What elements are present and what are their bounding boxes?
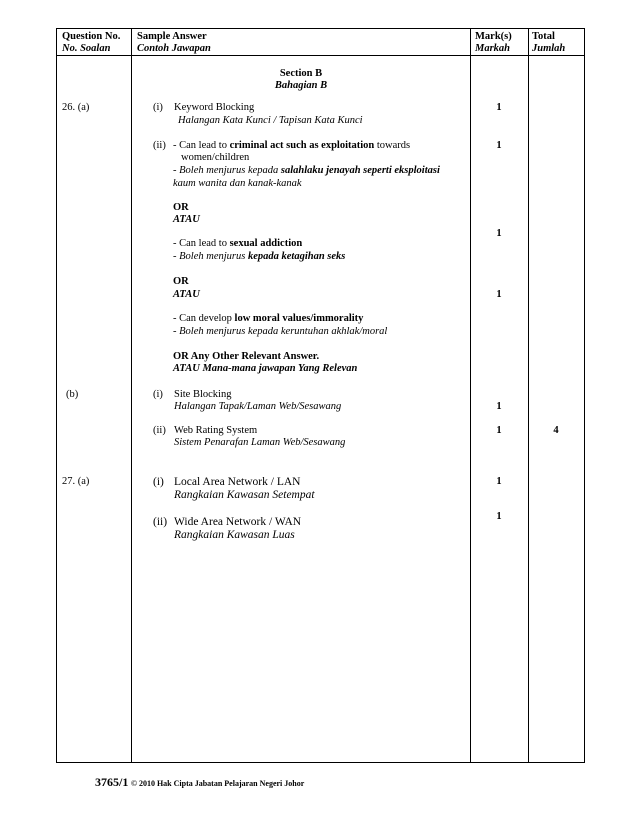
answer-label: (ii) bbox=[153, 425, 166, 436]
answer-text: women/children bbox=[181, 152, 250, 163]
mark-value: 1 bbox=[496, 401, 502, 412]
answer-malay: kaum wanita dan kanak-kanak bbox=[173, 178, 302, 189]
answer-text: Wide Area Network / WAN bbox=[174, 516, 302, 528]
question-number-27a: 27. (a) bbox=[62, 476, 90, 487]
answer-malay: - Boleh menjurus kepada keruntuhan akhlak/moral bbox=[173, 326, 388, 337]
atau-label: ATAU Mana-mana jawapan Yang Relevan bbox=[173, 363, 358, 374]
mark-value: 1 bbox=[496, 102, 502, 113]
answer-malay: Rangkaian Kawasan Luas bbox=[174, 529, 295, 541]
or-label: OR Any Other Relevant Answer. bbox=[173, 351, 320, 362]
copyright: © 2010 Hak Cipta Jabatan Pelajaran Negeri Johor bbox=[130, 779, 305, 788]
atau-label: ATAU bbox=[173, 289, 200, 300]
header-markah: Markah bbox=[475, 43, 511, 54]
mark-value: 1 bbox=[496, 511, 502, 522]
mark-value: 1 bbox=[496, 289, 502, 300]
answer-text: Local Area Network / LAN bbox=[174, 476, 301, 488]
mark-value: 1 bbox=[496, 140, 502, 151]
answer-text: - Can lead to criminal act such as exploitation towards bbox=[173, 140, 411, 151]
mark-value: 1 bbox=[496, 476, 502, 487]
atau-label: ATAU bbox=[173, 214, 200, 225]
or-label: OR bbox=[173, 202, 189, 213]
answer-text: - Can develop low moral values/immorality bbox=[173, 313, 364, 324]
column-divider bbox=[131, 29, 132, 762]
header-marks: Mark(s) bbox=[475, 31, 512, 42]
answer-malay: Sistem Penarafan Laman Web/Sesawang bbox=[174, 437, 346, 448]
answer-label: (i) bbox=[153, 476, 164, 488]
answer-text: - Can lead to sexual addiction bbox=[173, 238, 303, 249]
answer-label: (i) bbox=[153, 102, 163, 113]
section-title: Section B bbox=[279, 68, 323, 79]
question-number-26b: (b) bbox=[66, 389, 79, 400]
answer-malay: Halangan Kata Kunci / Tapisan Kata Kunci bbox=[178, 115, 363, 126]
header-no-soalan: No. Soalan bbox=[62, 43, 111, 54]
header-contoh-jawapan: Contoh Jawapan bbox=[137, 43, 211, 54]
answer-label: (ii) bbox=[153, 516, 168, 528]
answer-text: Keyword Blocking bbox=[174, 102, 255, 113]
or-label: OR bbox=[173, 276, 189, 287]
header-total: Total bbox=[532, 31, 555, 42]
answer-text: Site Blocking bbox=[174, 389, 232, 400]
answer-malay: Rangkaian Kawasan Setempat bbox=[174, 489, 315, 501]
column-divider bbox=[528, 29, 529, 762]
answer-label: (ii) bbox=[153, 140, 166, 151]
column-divider bbox=[470, 29, 471, 762]
answer-text: Web Rating System bbox=[174, 425, 258, 436]
header-divider bbox=[57, 55, 584, 56]
mark-value: 1 bbox=[496, 228, 502, 239]
answer-malay: Halangan Tapak/Laman Web/Sesawang bbox=[174, 401, 342, 412]
footer bbox=[95, 776, 304, 790]
header-jumlah: Jumlah bbox=[532, 43, 566, 54]
header-sample-answer: Sample Answer bbox=[137, 31, 207, 42]
total-value: 4 bbox=[553, 425, 559, 436]
paper-code: 3765/1 bbox=[95, 775, 129, 789]
answer-table bbox=[56, 28, 585, 763]
section-subtitle: Bahagian B bbox=[274, 80, 328, 91]
mark-value: 1 bbox=[496, 425, 502, 436]
question-number-26a: 26. (a) bbox=[62, 102, 90, 113]
answer-label: (i) bbox=[153, 389, 163, 400]
answer-malay: - Boleh menjurus kepada ketagihan seks bbox=[173, 251, 346, 262]
header-question-no: Question No. bbox=[62, 31, 121, 42]
answer-malay: - Boleh menjurus kepada salahlaku jenayah seperti eksploitasi bbox=[173, 165, 440, 176]
